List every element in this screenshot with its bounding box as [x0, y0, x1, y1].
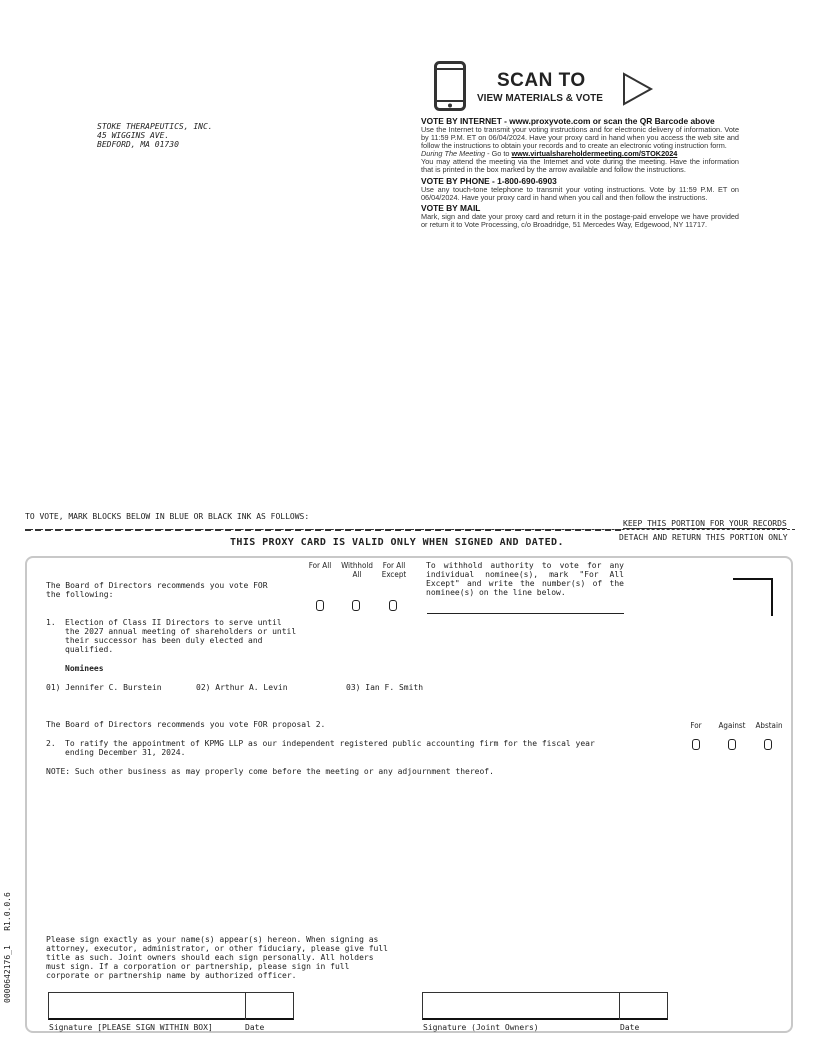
phone-body: Use any touch-tone telephone to transmit your voting instructions. Vote by 11:59 P.M. ET on 06/04/2024. Have your proxy card in hand when you call and then follow the instructions. [421, 184, 739, 202]
col-for-all: For All [308, 561, 332, 570]
col-withhold-all: Withhold All [341, 561, 373, 579]
detach-dashes [25, 529, 621, 531]
nominee-item: 01) Jennifer C. Burstein [46, 683, 162, 692]
company-name: STOKE THERAPEUTICS, INC. [97, 122, 213, 131]
meeting-url-link[interactable]: www.virtualshareholdermeeting.com/STOK2024 [511, 149, 678, 159]
checkbox-for-all[interactable] [316, 600, 324, 611]
proposal1-text: Election of Class II Directors to serve until the 2027 annual meeting of shareholders or until their successor has been duly elected and qualified. [65, 618, 297, 654]
meeting-label: During The Meeting [421, 149, 486, 159]
proposal2-text: To ratify the appointment of KPMG LLP as our independent registered public accounting firm for the fiscal year ending December 31, 2024. [65, 739, 595, 757]
checkbox-for-all-except[interactable] [389, 600, 397, 611]
meeting-goto: - Go to [485, 149, 512, 159]
meeting-body: You may attend the meeting via the Internet and vote during the meeting. Have the information that is printed in the box marked by the arrow available and follow the instructions. [421, 157, 739, 175]
company-address-line2: BEDFORD, MA 01730 [97, 140, 179, 149]
withhold-instructions: To withhold authority to vote for any individual nominee(s), mark "For All Except" and write the number(s) of the nominee(s) on the line below. [426, 561, 624, 597]
detach-portion-label: DETACH AND RETURN THIS PORTION ONLY [619, 533, 788, 542]
scan-subheading: VIEW MATERIALS & VOTE [477, 93, 603, 104]
joint-signature-date-divider [619, 992, 620, 1020]
col-for-all-except: For All Except [381, 561, 407, 579]
signature-box[interactable] [48, 992, 294, 1020]
date-label: Date [245, 1023, 265, 1032]
joint-signature-label: Signature (Joint Owners) [423, 1023, 539, 1032]
to-vote-instruction: TO VOTE, MARK BLOCKS BELOW IN BLUE OR BLACK INK AS FOLLOWS: [25, 512, 310, 521]
proposal2-number: 2. [46, 739, 56, 748]
mail-heading: VOTE BY MAIL [421, 202, 481, 213]
checkbox-against[interactable] [728, 739, 736, 750]
signature-date-divider [245, 992, 246, 1020]
joint-signature-box[interactable] [422, 992, 668, 1020]
mail-body: Mark, sign and date your proxy card and return it in the postage-paid envelope we have provided or return it to Vote Processing, c/o Broadridge, 51 Mercedes Way, Edgewood, NY 11717. [421, 211, 739, 229]
signature-instructions: Please sign exactly as your name(s) appear(s) hereon. When signing as attorney, executor, administrator, or other fiduciary, please give full title as such. Joint owners should each sign personally. All holders must sign. If a corporation or partnership, please sign in full corporate or partnership name by authorized officer. [46, 935, 388, 980]
voting-instructions [421, 116, 739, 229]
scan-heading: SCAN TO [497, 70, 586, 91]
proposal1-recommendation: The Board of Directors recommends you vote FOR the following: [46, 581, 268, 599]
phone-heading: VOTE BY PHONE - 1-800-690-6903 [421, 175, 557, 186]
col-abstain: Abstain [755, 721, 783, 730]
col-against: Against [718, 721, 746, 730]
arrow-right-icon [622, 72, 654, 106]
company-address-line1: 45 WIGGINS AVE. [97, 131, 170, 140]
joint-date-label: Date [620, 1023, 640, 1032]
checkbox-withhold-all[interactable] [352, 600, 360, 611]
proposal1-number: 1. [46, 618, 56, 627]
keep-portion-label: KEEP THIS PORTION FOR YOUR RECORDS [623, 519, 787, 528]
nominee-item: 03) Ian F. Smith [346, 683, 424, 692]
note [46, 767, 494, 776]
internet-body: Use the Internet to transmit your voting instructions and for electronic delivery of information. Vote by 11:59 P.M. ET on 06/04/2024. Have your proxy card in hand when you access the web site and follow the instructions to obtain your records and to create an electronic voting instruction form. [421, 125, 739, 151]
smartphone-icon [434, 61, 466, 111]
nominee-exception-line[interactable] [427, 613, 624, 614]
corner-mark [733, 578, 773, 616]
nominee-item: 02) Arthur A. Levin [196, 683, 288, 692]
signature-label: Signature [PLEASE SIGN WITHIN BOX] [49, 1023, 213, 1032]
checkbox-abstain[interactable] [764, 739, 772, 750]
checkbox-for[interactable] [692, 739, 700, 750]
col-for: For [690, 721, 702, 730]
note-label: NOTE: [46, 767, 71, 776]
company-address [97, 122, 213, 149]
proposal2-recommendation: The Board of Directors recommends you vote FOR proposal 2. [46, 720, 326, 729]
internet-heading: VOTE BY INTERNET - www.proxyvote.com or scan the QR Barcode above [421, 116, 715, 126]
note-text: Such other business as may properly come before the meeting or any adjournment thereof. [70, 767, 494, 776]
nominees-label: Nominees [65, 664, 104, 673]
form-id: 0000642176_1 R1.0.0.6 [3, 892, 12, 1003]
valid-notice: THIS PROXY CARD IS VALID ONLY WHEN SIGNED AND DATED. [230, 537, 564, 548]
